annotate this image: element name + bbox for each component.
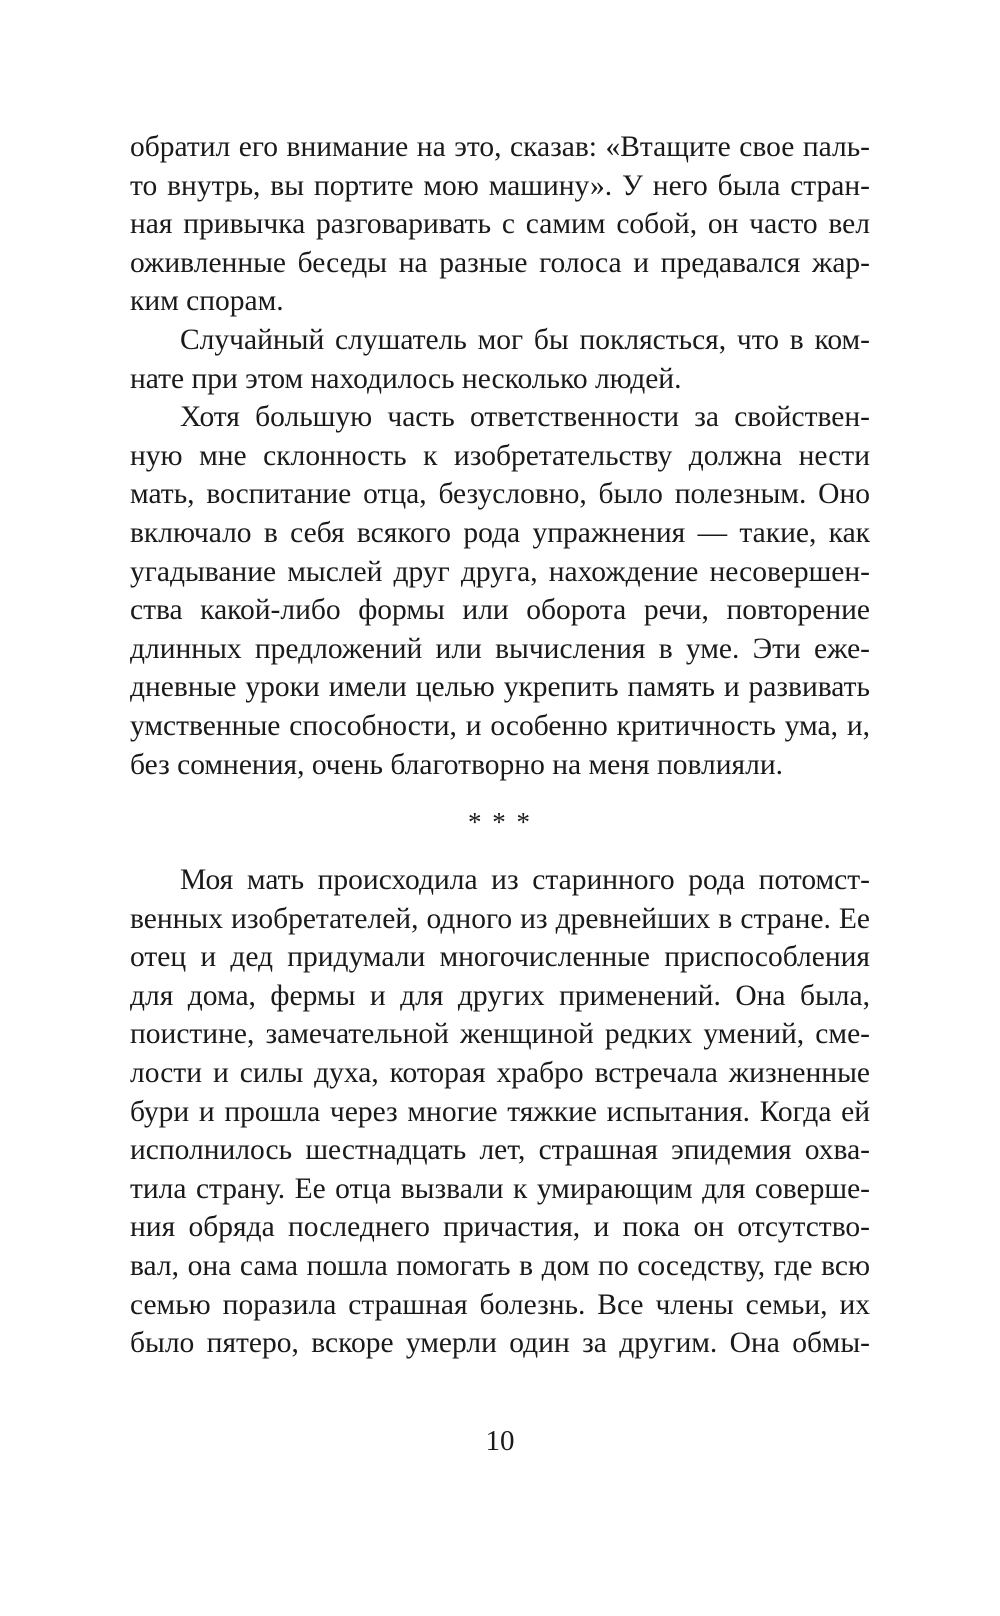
text-line: для дома, фермы и для других применений. Она была,	[130, 979, 870, 1012]
text-line: нате при этом находилось несколько людей.	[130, 362, 682, 395]
text-line: оживленные беседы на разные голоса и предавался жар-	[130, 246, 870, 279]
text-line: семью поразила страшная болезнь. Все члены семьи, их	[130, 1288, 870, 1321]
text-line: вал, она сама пошла помогать в дом по соседству, где всю	[130, 1250, 870, 1283]
text-line: бури и прошла через многие тяжкие испытания. Когда ей	[130, 1095, 870, 1128]
page-number: 10	[485, 1425, 515, 1457]
text-line: длинных предложений или вычисления в уме. Эти еже-	[130, 632, 870, 665]
text-line: то внутрь, вы портите мою машину». У него была стран-	[130, 169, 870, 202]
text-line: умственные способности, и особенно критичность ума, и,	[130, 709, 870, 742]
text-line: ния обряда последнего причастия, и пока он отсутство-	[130, 1211, 870, 1244]
text-line: дневные уроки имели целью укрепить память и развивать	[130, 671, 870, 704]
text-line: было пятеро, вскоре умерли один за другим. Она обмы-	[130, 1327, 870, 1360]
text-line: ную мне склонность к изобретательству должна нести	[130, 439, 870, 472]
text-line: ким спорам.	[130, 285, 284, 318]
text-line: Моя мать происходила из старинного рода потомст-	[180, 864, 870, 897]
section-separator: * * *	[468, 807, 532, 838]
text-line: включало в себя всякого рода упражнения — такие, как	[130, 516, 870, 549]
text-line: мать, воспитание отца, безусловно, было полезным. Оно	[130, 478, 870, 511]
text-line: исполнилось шестнадцать лет, страшная эпидемия охва-	[130, 1134, 870, 1167]
body-text	[130, 128, 870, 1363]
text-line: Хотя большую часть ответственности за свойствен-	[180, 401, 870, 434]
text-line: угадывание мыслей друг друга, нахождение несовершен-	[130, 555, 870, 588]
text-line: ства какой-либо формы или оборота речи, повторение	[130, 594, 870, 627]
text-line: ная привычка разговаривать с самим собой, он часто вел	[130, 208, 870, 241]
text-line: лости и силы духа, которая храбро встречала жизненные	[130, 1057, 870, 1090]
text-line: венных изобретателей, одного из древнейших в стране. Ее	[130, 902, 870, 935]
text-line: тила страну. Ее отца вызвали к умирающим для соверше-	[130, 1172, 870, 1205]
text-line: поистине, замечательной женщиной редких умений, сме-	[130, 1018, 870, 1051]
text-line: Случайный слушатель мог бы поклясться, что в ком-	[180, 323, 870, 356]
text-line: обратил его внимание на это, сказав: «Втащите свое паль-	[130, 131, 870, 163]
text-line: без сомнения, очень благотворно на меня повлияли.	[130, 748, 783, 781]
text-line: отец и дед придумали многочисленные приспособления	[130, 941, 870, 974]
